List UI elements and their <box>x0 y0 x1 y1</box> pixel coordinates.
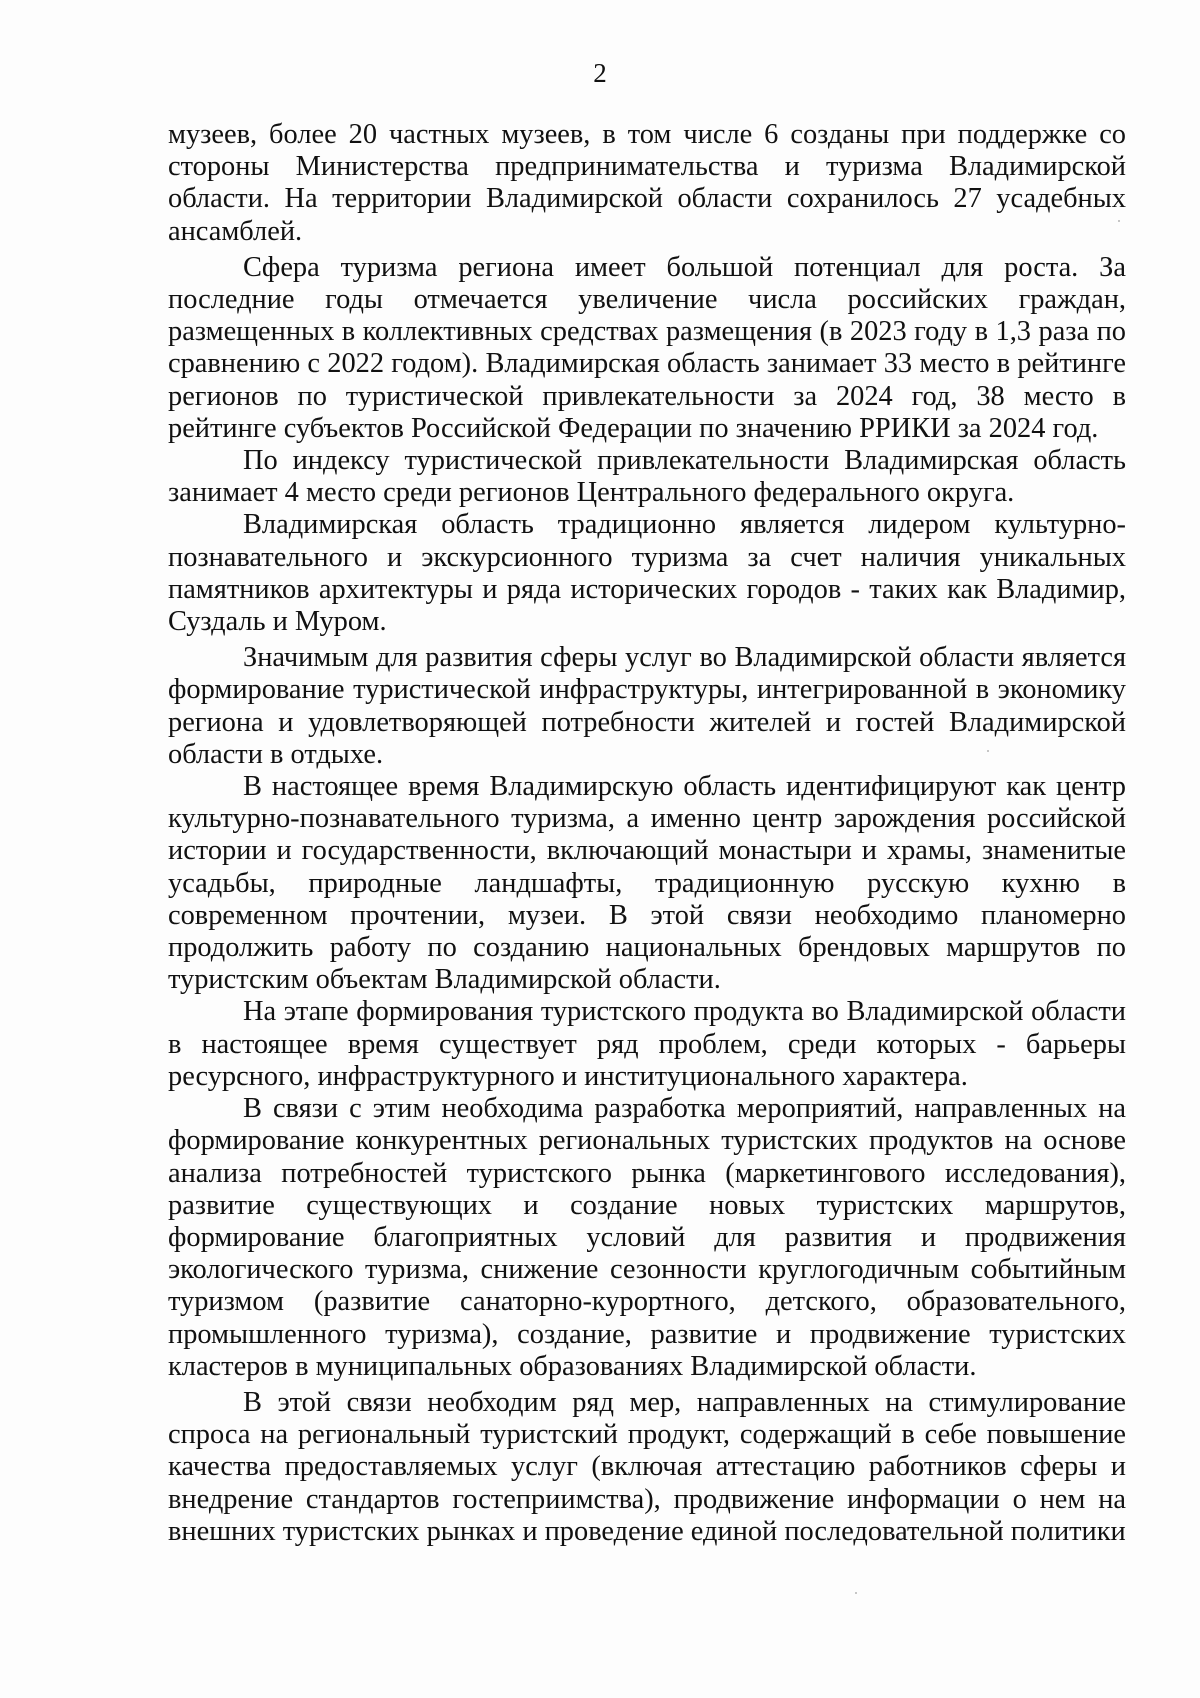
paragraph-museums: музеев, более 20 частных музеев, в том числе 6 созданы при поддержке со стороны Министерства предпринимательства и туризма Владимирской области. На территории Владимирской области сохранилось 27 усадебных ансамблей. <box>168 119 1126 247</box>
paragraph-attractiveness-index: По индексу туристической привлекательности Владимирская область занимает 4 место среди регионов Центрального федерального округа. <box>168 445 1126 509</box>
scan-speck <box>1118 220 1120 222</box>
scan-speck <box>855 1592 857 1594</box>
paragraph-measures: В связи с этим необходима разработка мероприятий, направленных на формирование конкурентных региональных туристских продуктов на основе анализа потребностей туристского рынка (маркетингового исследования), развитие существующих и создание новых туристских маршрутов, формирование благоприятных условий для развития и продвижения экологического туризма, снижение сезонности круглогодичным событийным туризмом (развитие санаторно-курортного, детского, образовательного, промышленного туризма), создание, развитие и продвижение туристских кластеров в муниципальных образованиях Владимирской области. <box>168 1093 1126 1382</box>
scan-speck <box>987 750 989 752</box>
paragraph-demand-stimulation: В этой связи необходим ряд мер, направленных на стимулирование спроса на региональный туристский продукт, содержащий в себе повышение качества предоставляемых услуг (включая аттестацию работников сферы и внедрение стандартов гостеприимства), продвижение информации о нем на внешних туристских рынках и проведение единой последовательной политики <box>168 1386 1126 1547</box>
paragraph-infrastructure: Значимым для развития сферы услуг во Владимирской области является формирование туристической инфраструктуры, интегрированной в экономику региона и удовлетворяющей потребности жителей и гостей Владимирской области в отдыхе. <box>168 642 1126 770</box>
page-number: 2 <box>593 58 607 88</box>
document-body <box>168 119 1126 1548</box>
paragraph-problems: На этапе формирования туристского продукта во Владимирской области в настоящее время существует ряд проблем, среди которых - барьеры ресурсного, инфраструктурного и институционального характера. <box>168 996 1126 1092</box>
paragraph-cultural-center: В настоящее время Владимирскую область идентифицируют как центр культурно-познавательного туризма, а именно центр зарождения российской истории и государственности, включающий монастыри и храмы, знаменитые усадьбы, природные ландшафты, традиционную русскую кухню в современном прочтении, музеи. В этой связи необходимо планомерно продолжить работу по созданию национальных брендовых маршрутов по туристским объектам Владимирской области. <box>168 771 1126 996</box>
paragraph-cultural-leader: Владимирская область традиционно является лидером культурно-познавательного и экскурсионного туризма за счет наличия уникальных памятников архитектуры и ряда исторических городов - таких как Владимир, Суздаль и Муром. <box>168 509 1126 638</box>
paragraph-tourism-potential: Сфера туризма региона имеет большой потенциал для роста. За последние годы отмечается увеличение числа российских граждан, размещенных в коллективных средствах размещения (в 2023 году в 1,3 раза по сравнению с 2022 годом). Владимирская область занимает 33 место в рейтинге регионов по туристической привлекательности за 2024 год, 38 место в рейтинге субъектов Российской Федерации по значению РРИКИ за 2024 год. <box>168 251 1126 444</box>
